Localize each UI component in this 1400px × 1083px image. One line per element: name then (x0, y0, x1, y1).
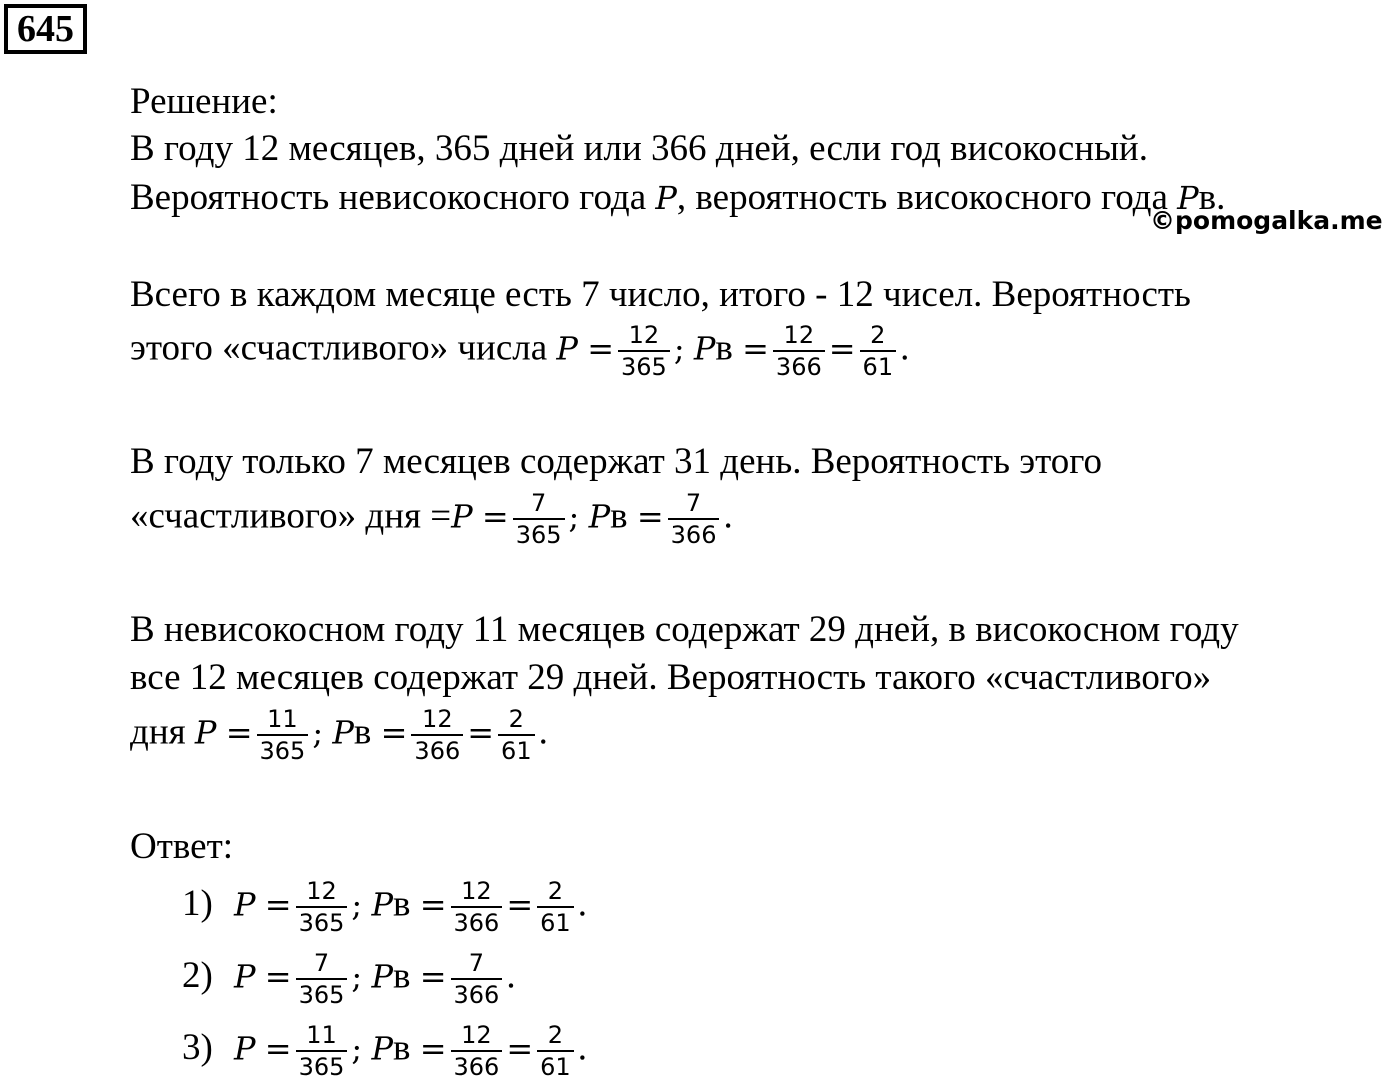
denominator: 366 (453, 981, 500, 1009)
answer-label: Ответ: (130, 826, 234, 867)
line-end: . (577, 883, 587, 925)
block3-line-3 (130, 706, 548, 764)
line-end: . (900, 327, 910, 369)
answer-item-label: 3) (182, 1027, 213, 1069)
block3-line-2: все 12 месяцев содержат 29 дней. Вероятность такого «счастливого» (130, 657, 1212, 698)
p-symbol: P (194, 713, 217, 752)
p-symbol: P (371, 1029, 393, 1068)
fraction (537, 1022, 574, 1080)
equals-sign: = (419, 1029, 447, 1068)
fraction (498, 706, 535, 764)
leap-suffix: в (1198, 177, 1217, 218)
denominator: 365 (298, 909, 345, 937)
denominator: 365 (259, 737, 306, 765)
equals-sign: = (380, 713, 408, 752)
denominator: 365 (515, 521, 562, 549)
denominator: 365 (298, 1053, 345, 1081)
denominator: 366 (775, 353, 822, 381)
leap-suffix: в (353, 711, 372, 753)
p-symbol: P (371, 957, 393, 996)
denominator: 61 (540, 909, 571, 937)
equals-sign: = (506, 885, 534, 924)
separator: ; (568, 497, 580, 536)
equals-sign: = (467, 713, 495, 752)
problem-number: 645 (4, 4, 87, 54)
equals-sign: = (225, 713, 253, 752)
numerator: 11 (257, 706, 309, 736)
numerator: 12 (618, 322, 670, 352)
intro-mid: , вероятность високосного года (676, 177, 1178, 218)
leap-suffix: в (392, 883, 411, 925)
block2-line-1: В году только 7 месяцев содержат 31 день. Вероятность этого (130, 441, 1103, 482)
block3-prefix: дня (130, 711, 195, 753)
denominator: 366 (453, 1053, 500, 1081)
intro-line-2 (130, 176, 1225, 220)
numerator: 11 (296, 1022, 348, 1052)
p-symbol: P (556, 329, 578, 368)
equals-sign: = (828, 329, 856, 368)
equals-sign: = (506, 1029, 534, 1068)
p-symbol: P (451, 497, 473, 536)
fraction (668, 490, 720, 548)
fraction (296, 878, 348, 936)
numerator: 2 (498, 706, 535, 736)
fraction (296, 950, 348, 1008)
separator: ; (351, 957, 363, 996)
numerator: 7 (451, 950, 503, 980)
numerator: 2 (537, 878, 574, 908)
leap-suffix: в (715, 327, 733, 369)
answer-item-1 (182, 878, 587, 936)
p-symbol: P (693, 329, 716, 368)
equals-sign: = (587, 329, 614, 368)
denominator: 61 (862, 353, 894, 381)
separator: ; (351, 1029, 363, 1068)
line-end: . (577, 1027, 587, 1069)
answer-item-label: 2) (182, 955, 213, 997)
fraction (257, 706, 309, 764)
numerator: 12 (451, 878, 503, 908)
numerator: 12 (451, 1022, 503, 1052)
block2-line-2 (130, 490, 733, 548)
denominator: 365 (621, 353, 667, 381)
denominator: 366 (453, 909, 500, 937)
denominator: 366 (670, 521, 717, 549)
fraction (451, 878, 503, 936)
p-symbol: P (655, 179, 677, 217)
fraction (451, 1022, 503, 1080)
equals-sign: = (419, 957, 447, 996)
fraction (860, 322, 897, 380)
equals-sign: = (264, 957, 292, 996)
numerator: 7 (296, 950, 348, 980)
separator: ; (673, 329, 685, 368)
block1-prefix: этого «счастливого» числа (130, 327, 557, 369)
p-symbol: P (234, 1029, 256, 1068)
numerator: 12 (773, 322, 825, 352)
line-end: . (538, 711, 548, 753)
denominator: 366 (414, 737, 461, 765)
separator: ; (312, 713, 324, 752)
fraction (537, 878, 574, 936)
numerator: 12 (296, 878, 348, 908)
answer-item-3 (182, 1022, 587, 1080)
equals-sign: = (636, 497, 664, 536)
fraction (618, 322, 670, 380)
solution-label: Решение: (130, 81, 278, 122)
block1-line-1: Всего в каждом месяце есть 7 число, итого - 12 чисел. Вероятность (130, 274, 1191, 315)
leap-suffix: в (610, 495, 628, 537)
fraction (513, 490, 565, 548)
numerator: 2 (860, 322, 897, 352)
intro-line-1: В году 12 месяцев, 365 дней или 366 дней, если год високосный. (130, 128, 1148, 169)
equals-sign: = (264, 1029, 292, 1068)
block1-line-2 (130, 322, 909, 380)
numerator: 12 (411, 706, 463, 736)
numerator: 2 (537, 1022, 574, 1052)
numerator: 7 (513, 490, 565, 520)
p-symbol: P (234, 885, 256, 924)
p-symbol: P (332, 713, 354, 752)
p-symbol: P (588, 497, 611, 536)
equals-sign: = (419, 885, 447, 924)
leap-suffix: в (392, 1027, 411, 1069)
fraction (451, 950, 503, 1008)
equals-sign: = (742, 329, 769, 368)
answer-item-label: 1) (182, 883, 213, 925)
denominator: 365 (298, 981, 345, 1009)
answer-item-2 (182, 950, 516, 1008)
equals-sign: = (264, 885, 292, 924)
denominator: 61 (501, 737, 532, 765)
line-end: . (506, 955, 516, 997)
separator: ; (351, 885, 363, 924)
fraction (296, 1022, 348, 1080)
fraction (773, 322, 825, 380)
block3-line-1: В невисокосном году 11 месяцев содержат 29 дней, в високосном году (130, 609, 1239, 650)
intro-text: Вероятность невисокосного года (130, 177, 656, 218)
equals-sign: = (481, 497, 509, 536)
intro-end: . (1216, 177, 1226, 218)
line-end: . (723, 495, 733, 537)
numerator: 7 (668, 490, 720, 520)
fraction (411, 706, 463, 764)
p-symbol: P (371, 885, 393, 924)
p-symbol: P (1177, 179, 1199, 217)
p-symbol: P (234, 957, 256, 996)
watermark: ©pomogalka.me (1150, 206, 1383, 235)
leap-suffix: в (392, 955, 411, 997)
block2-prefix: «счастливого» дня = (130, 495, 452, 537)
denominator: 61 (540, 1053, 571, 1081)
